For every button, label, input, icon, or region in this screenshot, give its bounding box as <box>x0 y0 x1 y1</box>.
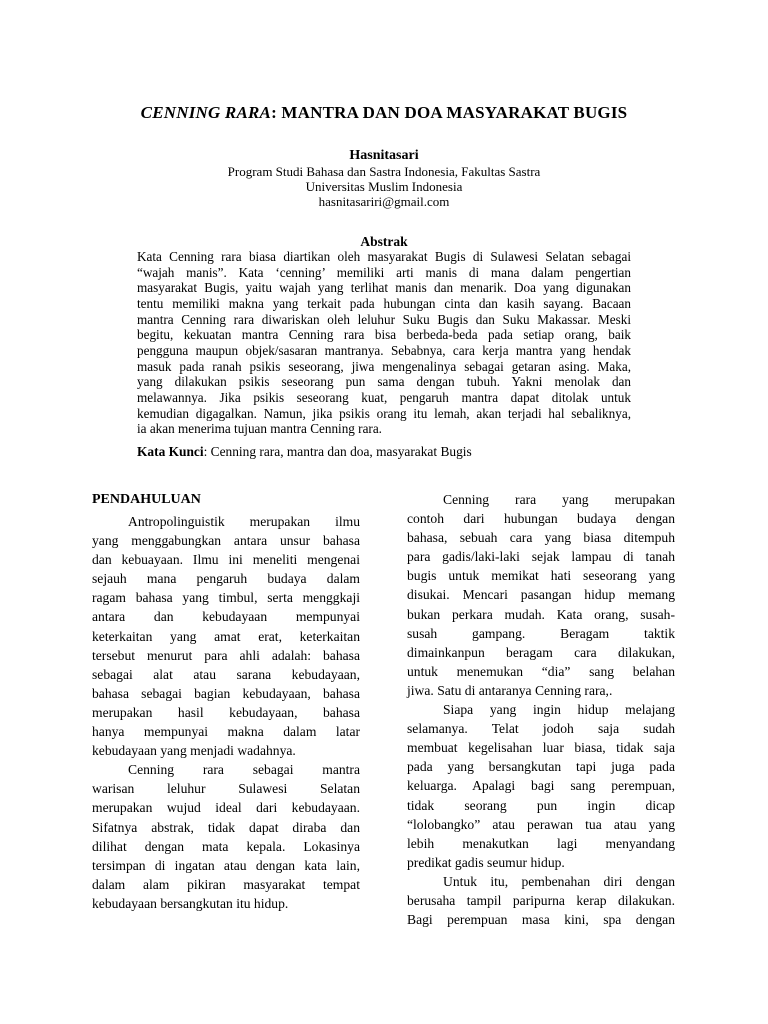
abstract-body <box>137 249 631 437</box>
body-line: pada yang bersangkutan tapi juga pada <box>407 759 675 775</box>
abstract-heading: Abstrak <box>360 234 408 249</box>
body-line: membuat kegelisahan luar biasa, tidak saja <box>407 740 675 756</box>
body-line: lebih menakutkan lagi menyandang <box>407 835 675 851</box>
author-email: hasnitasariri@gmail.com <box>318 194 450 209</box>
abstract-line: tentu memiliki makna yang terkait pada hubungan cinta dan kasih sayang. Bacaan <box>137 295 631 311</box>
right-column <box>407 490 675 929</box>
body-line: dalam alam pikiran masyarakat tempat <box>92 876 360 892</box>
author-name: Hasnitasari <box>349 148 419 163</box>
body-line: sebagai alat atau sarana kebudayaan, <box>92 666 360 682</box>
abstract-line: ia akan menerima tujuan mantra Cenning rara. <box>137 421 382 437</box>
body-line: dimainkanpun beragam cara dilakukan, <box>407 644 675 660</box>
title-rest: : MANTRA DAN DOA MASYARAKAT BUGIS <box>271 103 628 122</box>
body-line: merupakan hasil kebudayaan, bahasa <box>92 704 360 720</box>
abstract-line: masyarakat Bugis, yaitu wajah yang terlihat manis dan menarik. Doa yang digunakan <box>137 280 631 296</box>
keywords <box>137 444 631 460</box>
keywords-text: : Cenning rara, mantra dan doa, masyarakat Bugis <box>203 444 472 459</box>
body-line: dilihat dengan mata kepala. Lokasinya <box>92 838 360 854</box>
body-line: ragam bahasa yang timbul, serta menggkaji <box>92 590 360 606</box>
left-column <box>92 490 360 913</box>
body-line: “lolobangko” atau perawan tua atau yang <box>407 816 675 832</box>
body-line: contoh dari hubungan budaya dengan <box>407 511 675 527</box>
body-line: Bagi perempuan masa kini, spa dengan <box>407 912 675 928</box>
keywords-label: Kata Kunci <box>137 444 204 459</box>
body-line: kebudayaan bersangkutan itu hidup. <box>92 895 289 911</box>
body-line: keterkaitan yang amat erat, keterkaitan <box>92 628 360 644</box>
body-line: berusaha tampil paripurna kerap dilakukan. <box>407 892 675 908</box>
body-line: bahasa sebagai bagian kebudayaan, bahasa <box>92 685 360 701</box>
abstract-line: Kata Cenning rara biasa diartikan oleh masyarakat Bugis di Sulawesi Selatan sebagai <box>137 249 631 264</box>
body-line: disukai. Mencari pasangan hidup memang <box>407 587 675 603</box>
abstract-line: masuk pada ranah psikis seseorang, jiwa mengenalinya sebagai getaran asing. Maka, <box>137 358 631 374</box>
body-line: bahasa, sebuah cara yang biasa ditempuh <box>407 530 675 546</box>
body-line: susah gampang. Beragam taktik <box>407 625 675 641</box>
abstract-line: “wajah manis”. Kata ‘cenning’ memiliki arti manis di mana dalam pengertian <box>137 264 631 280</box>
body-line: yang menggabungkan antara unsur bahasa <box>92 533 360 549</box>
body-line: Sifatnya abstrak, tidak dapat diraba dan <box>92 819 360 835</box>
body-line: merupakan wujud ideal dari kebudayaan. <box>92 800 360 816</box>
body-line: dan kebuayaan. Ilmu ini meneliti mengenai <box>92 552 360 568</box>
body-line: predikat gadis seumur hidup. <box>407 854 565 870</box>
abstract-line: melawannya. Jika psikis seseorang kuat, pengaruh mantra dapat ditolak untuk <box>137 389 631 405</box>
body-line: Antropolinguistik merupakan ilmu <box>128 514 360 529</box>
body-line: Untuk itu, pembenahan diri dengan <box>443 873 675 889</box>
body-line: keluarga. Apalagi bagi sang perempuan, <box>407 778 675 794</box>
body-line: Siapa yang ingin hidup melajang <box>443 702 675 718</box>
body-line: bukan perkara mudah. Kata orang, susah- <box>407 606 675 622</box>
abstract-line: pengguna maupun objek/sasaran mantranya. Sebabnya, cara kerja mantra yang hendak <box>137 342 631 358</box>
title-italic: CENNING RARA <box>140 103 272 122</box>
author-affiliation <box>0 164 768 209</box>
body-line: tidak seorang pun ingin dicap <box>407 797 675 813</box>
body-line: jiwa. Satu di antaranya Cenning rara,. <box>407 682 613 698</box>
body-line: tersebut menurut para ahli adalah: bahasa <box>92 647 360 663</box>
affiliation-program: Program Studi Bahasa dan Sastra Indonesia, Fakultas Sastra <box>227 164 541 179</box>
body-line: para gadis/laki-laki sejak lampau di tanah <box>407 549 675 565</box>
abstract-line: mantra Cenning rara diwariskan oleh leluhur Suku Bugis dan Suku Makassar. Meski <box>137 311 631 327</box>
paper-title <box>0 103 768 123</box>
body-line: warisan leluhur Sulawesi Selatan <box>92 781 360 797</box>
abstract-line: begitu, kekuatan mantra Cenning rara bisa berbeda-beda pada setiap orang, baik <box>137 327 631 343</box>
body-line: sejauh mana pengaruh budaya dalam <box>92 571 360 587</box>
body-line: kebudayaan yang menjadi wadahnya. <box>92 743 296 759</box>
abstract-line: kemudian digagalkan. Namun, jika psikis orang itu lemah, akan terjadi hal sebaliknya, <box>137 405 631 421</box>
abstract-line: yang dilakukan psikis seseorang pun sama dengan tubuh. Yakni menolak dan <box>137 374 631 390</box>
body-line: bugis untuk memikat hati seseorang yang <box>407 568 675 584</box>
body-line: tersimpan di ingatan atau dengan kata lain, <box>92 857 360 873</box>
affiliation-university: Universitas Muslim Indonesia <box>305 179 463 194</box>
body-line: selamanya. Telat jodoh saja sudah <box>407 721 675 737</box>
body-line: Cenning rara yang merupakan <box>443 492 675 507</box>
body-line: hanya mempunyai makna dalam latar <box>92 724 360 740</box>
body-line: Cenning rara sebagai mantra <box>128 762 360 778</box>
body-line: untuk menemukan “dia” sang belahan <box>407 663 675 679</box>
body-line: antara dan kebudayaan mempunyai <box>92 609 360 625</box>
section-title-pendahuluan: PENDAHULUAN <box>92 492 201 507</box>
